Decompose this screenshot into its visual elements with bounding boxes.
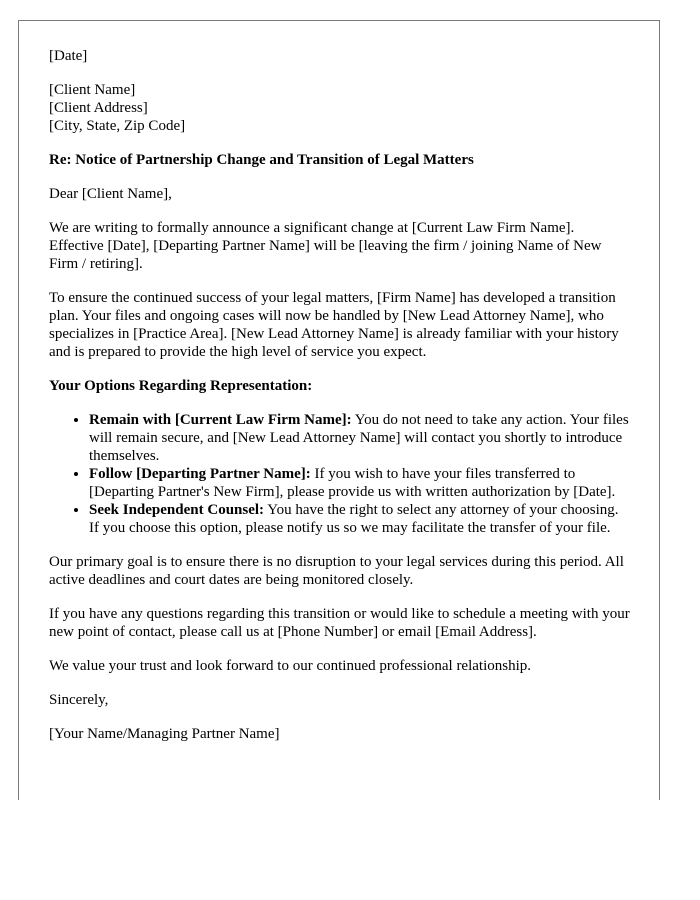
recipient-street: [Client Address] xyxy=(49,100,148,116)
option-item-independent xyxy=(89,501,631,537)
letter-page xyxy=(18,20,660,800)
option-text: If you wish to have your files transferred to [Departing Partner's New Firm], please provide us with written authorization by [Date]. xyxy=(89,466,616,500)
option-item-remain xyxy=(89,411,631,465)
recipient-name: [Client Name] xyxy=(49,82,136,98)
option-text: You do not need to take any action. Your files will remain secure, and [New Lead Attorney Name] will contact you shortly to introduce themselves. xyxy=(89,412,629,464)
options-list xyxy=(49,411,631,537)
announcement-paragraph: We are writing to formally announce a significant change at [Current Law Firm Name]. Effective [Date], [Departing Partner Name] will be [leaving the firm / joining Name of New Firm / retiring]. xyxy=(49,220,602,272)
transition-plan-paragraph: To ensure the continued success of your legal matters, [Firm Name] has developed a transition plan. Your files and ongoing cases will now be handled by [New Lead Attorney Name], who specializes in [Practice Area]. [New Lead Attorney Name] is already familiar with your history and is prepared to provide the high level of service you expect. xyxy=(49,290,619,360)
contact-paragraph: If you have any questions regarding this transition or would like to schedule a meeting with your new point of contact, please call us at [Phone Number] or email [Email Address]. xyxy=(49,606,630,640)
letter-date: [Date] xyxy=(49,48,88,64)
subject-line: Re: Notice of Partnership Change and Transition of Legal Matters xyxy=(49,152,474,168)
closing: Sincerely, xyxy=(49,692,109,708)
signature-name: [Your Name/Managing Partner Name] xyxy=(49,726,280,742)
option-title: Follow [Departing Partner Name]: xyxy=(89,466,311,482)
goal-paragraph: Our primary goal is to ensure there is no disruption to your legal services during this period. All active deadlines and court dates are being monitored closely. xyxy=(49,554,624,588)
option-title: Seek Independent Counsel: xyxy=(89,502,265,518)
trust-paragraph: We value your trust and look forward to our continued professional relationship. xyxy=(49,658,532,674)
recipient-city: [City, State, Zip Code] xyxy=(49,118,186,134)
option-item-follow xyxy=(89,465,631,501)
recipient-address xyxy=(49,81,631,135)
options-heading: Your Options Regarding Representation: xyxy=(49,378,313,394)
salutation: Dear [Client Name], xyxy=(49,186,172,202)
option-text: You have the right to select any attorney of your choosing. If you choose this option, please notify us so we may facilitate the transfer of your file. xyxy=(89,502,619,536)
option-title: Remain with [Current Law Firm Name]: xyxy=(89,412,352,428)
